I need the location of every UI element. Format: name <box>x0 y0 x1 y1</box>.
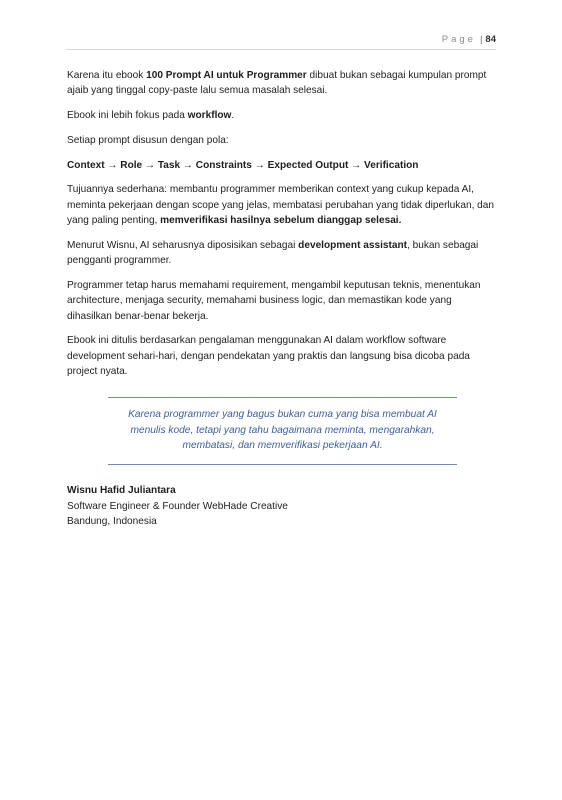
paragraph-goal <box>67 182 499 228</box>
prompt-pattern-formula: Context → Role → Task → Constraints → Expected Output → Verification <box>67 159 419 171</box>
paragraph-responsibility: Programmer tetap harus memahami requirement, mengambil keputusan teknis, menentukan architecture, menjaga security, memahami business logic, dan memastikan kode yang dihasilkan benar-benar bekerja. <box>67 279 481 322</box>
author-signature <box>67 483 288 530</box>
author-title: Software Engineer & Founder WebHade Creative <box>67 500 288 512</box>
paragraph-text: dibuat bukan sebagai kumpulan prompt ajaib yang tinggal copy-paste lalu semua masalah selesai. <box>67 70 487 97</box>
paragraph-experience: Ebook ini ditulis berdasarkan pengalaman menggunakan AI dalam workflow software development sehari-hari, dengan pendekatan yang praktis dan langsung bisa dicoba pada project nyata. <box>67 335 470 377</box>
emphasis-text: development assistant <box>298 239 407 251</box>
paragraph-intro <box>67 68 499 99</box>
pull-quote <box>108 397 457 465</box>
page-separator: | <box>479 34 483 45</box>
paragraph-focus <box>67 108 499 123</box>
body-text <box>67 68 499 389</box>
paragraph-assistant <box>67 238 499 269</box>
quote-text: Karena programmer yang bagus bukan cuma yang bisa membuat AI menulis kode, tetapi yang tahu bagaimana meminta, mengarahkan, membatasi, dan memverifikasi pekerjaan AI. <box>128 409 437 451</box>
paragraph-text: Tujuannya sederhana: membantu programmer memberikan context yang cukup kepada AI, meminta pekerjaan dengan scope yang jelas, membatasi perubahan yang tidak diperlukan, dan yang paling penting, <box>67 184 495 227</box>
page-label: Page <box>441 34 476 45</box>
ebook-title: 100 Prompt AI untuk Programmer <box>146 70 307 81</box>
emphasis-text: memverifikasi hasilnya sebelum dianggap selesai. <box>160 215 402 227</box>
author-name: Wisnu Hafid Juliantara <box>67 485 176 496</box>
paragraph-text: Ebook ini lebih fokus pada <box>67 110 188 122</box>
author-location: Bandung, Indonesia <box>67 516 157 527</box>
paragraph-pattern: Setiap prompt disusun dengan pola: <box>67 134 229 146</box>
page-number: 84 <box>485 34 496 45</box>
page-header <box>66 34 496 50</box>
paragraph-text: Karena itu ebook <box>67 70 147 81</box>
paragraph-text: , bukan sebagai pengganti programmer. <box>67 239 479 267</box>
paragraph-text: . <box>231 110 235 122</box>
emphasis-text: workflow <box>187 110 232 122</box>
paragraph-text: Menurut Wisnu, AI seharusnya diposisikan sebagai <box>67 239 299 251</box>
